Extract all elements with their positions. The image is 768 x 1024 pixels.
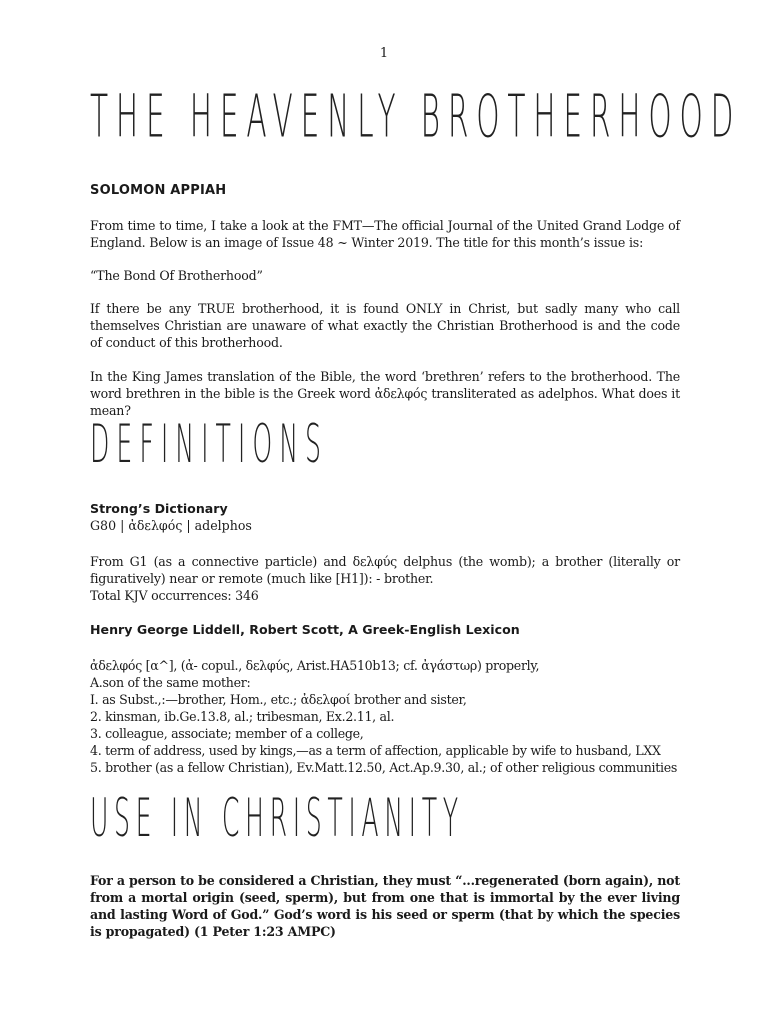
christianity-heading: USE IN CHRISTIANITY — [90, 789, 464, 849]
issue-title-quote: “The Bond Of Brotherhood” — [90, 268, 263, 283]
lexicon-line: 2. kinsman, ib.Ge.13.8, al.; tribesman, Ex.2.11, al. — [90, 709, 395, 724]
intro-paragraph-1: From time to time, I take a look at the FMT—The official Journal of the United Grand Lodge of England. Below is an image of Issue 48 ~ Winter 2019. The title for this month’s issue is: — [90, 218, 680, 250]
lexicon-subheading: Henry George Liddell, Robert Scott, A Greek-English Lexicon — [90, 622, 520, 637]
strongs-text: From G1 (as a connective particle) and δελφύς delphus (the womb); a brother (literally or figuratively) near or remote (much like [H1]): - brother. — [90, 554, 680, 586]
strongs-entry: G80 | ἀδελφός | adelphos — [90, 518, 252, 533]
intro-paragraph-2: If there be any TRUE brotherhood, it is found ONLY in Christ, but sadly many who call themselves Christian are unaware of what exactly the Christian Brotherhood is and the code of conduct of this brotherhood. — [90, 301, 680, 350]
definitions-heading: DEFINITIONS — [90, 415, 329, 475]
lexicon-line: 5. brother (as a fellow Christian), Ev.Matt.12.50, Act.Ap.9.30, al.; of other religious communities — [90, 760, 678, 775]
lexicon-line: A.son of the same mother: — [90, 675, 251, 690]
intro-paragraph-3: In the King James translation of the Bible, the word ‘brethren’ refers to the brotherhood. The word brethren in the bible is the Greek word ἀδελφός transliterated as adelphos. What does it mean? — [90, 369, 680, 418]
author-name: SOLOMON APPIAH — [90, 183, 227, 198]
lexicon-line: I. as Subst.,:—brother, Hom., etc.; ἀδελφοί brother and sister, — [90, 692, 467, 707]
lexicon-line: 4. term of address, used by kings,—as a term of affection, applicable by wife to husband, LXX — [90, 743, 661, 758]
lexicon-entry-list — [90, 657, 677, 776]
document-title: THE HEAVENLY BROTHERHOOD — [90, 82, 742, 151]
page-number: 1 — [379, 46, 389, 61]
strongs-subheading: Strong’s Dictionary — [90, 501, 228, 516]
lexicon-line: ἀδελφός [α^], (ἀ- copul., δελφύς, Arist.HA510b13; cf. ἀγάστωρ) properly, — [90, 658, 540, 673]
christianity-paragraph: For a person to be considered a Christian, they must “...regenerated (born again), not from a mortal origin (seed, sperm), but from one that is immortal by the ever living and lasting Word of God.” God’s word is his seed or sperm (that by which the species is propagated) (1 Peter 1:23 AMPC) — [90, 873, 680, 939]
strongs-definition — [90, 553, 680, 604]
strongs-total: Total KJV occurrences: 346 — [90, 588, 259, 603]
lexicon-line: 3. colleague, associate; member of a college, — [90, 726, 364, 741]
